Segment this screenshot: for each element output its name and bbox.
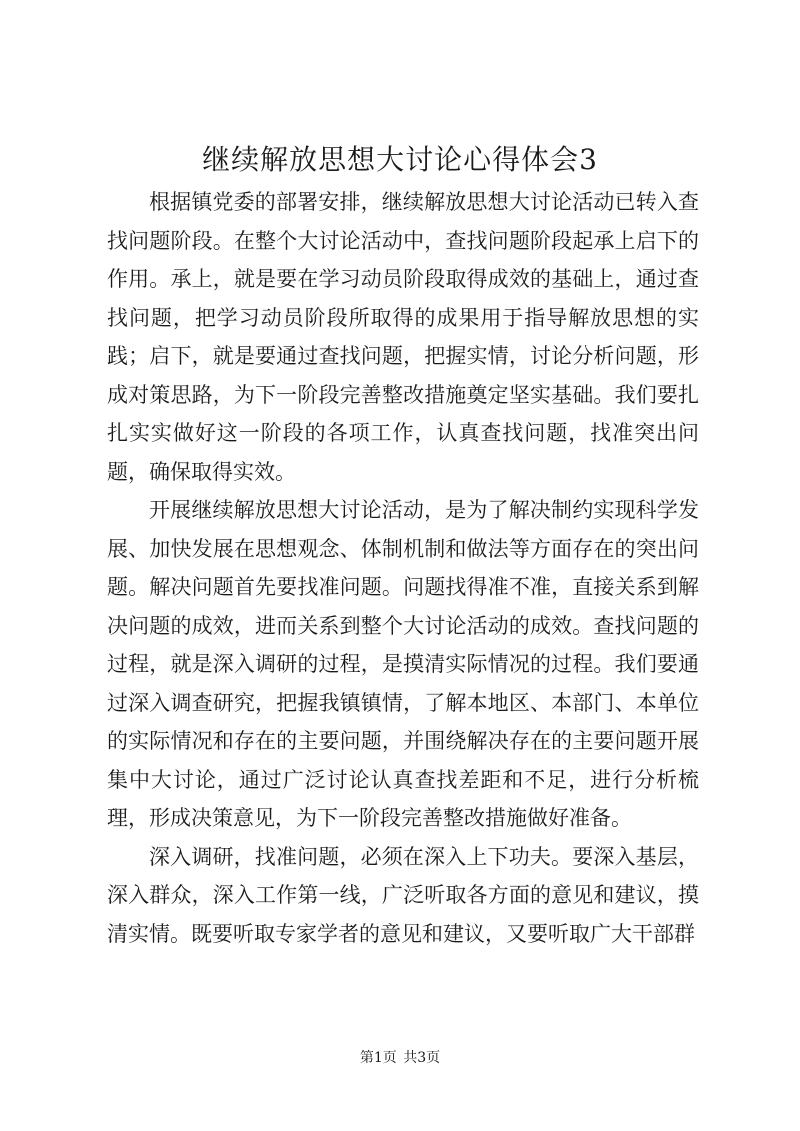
document-title: 继续解放思想大讨论心得体会3: [202, 143, 598, 176]
page-number-footer: 第1页 共3页: [359, 1050, 441, 1066]
document-body: [107, 183, 699, 953]
paragraph: 深入调研，找准问题，必须在深入上下功夫。要深入基层，深入群众，深入工作第一线，广泛听取各方面的意见和建议，摸清实情。既要听取专家学者的意见和建议，又要听取广大干部群: [107, 844, 699, 946]
paragraph: 开展继续解放思想大讨论活动，是为了解决制约实现科学发展、加快发展在思想观念、体制机制和做法等方面存在的突出问题。解决问题首先要找准问题。问题找得准不准，直接关系到解决问题的成效，进而关系到整个大讨论活动的成效。查找问题的过程，就是深入调研的过程，是摸清实际情况的过程。我们要通过深入调查研究，把握我镇镇情，了解本地区、本部门、本单位的实际情况和存在的主要问题，并围绕解决存在的主要问题开展集中大讨论，通过广泛讨论认真查找差距和不足，进行分析梳理，形成决策意见，为下一阶段完善整改措施做好准备。: [107, 498, 699, 830]
paragraph: 根据镇党委的部署安排，继续解放思想大讨论活动已转入查找问题阶段。在整个大讨论活动中，查找问题阶段起承上启下的作用。承上，就是要在学习动员阶段取得成效的基础上，通过查找问题，把学习动员阶段所取得的成果用于指导解放思想的实践；启下，就是要通过查找问题，把握实情，讨论分析问题，形成对策思路，为下一阶段完善整改措施奠定坚实基础。我们要扎扎实实做好这一阶段的各项工作，认真查找问题，找准突出问题，确保取得实效。: [107, 190, 699, 484]
